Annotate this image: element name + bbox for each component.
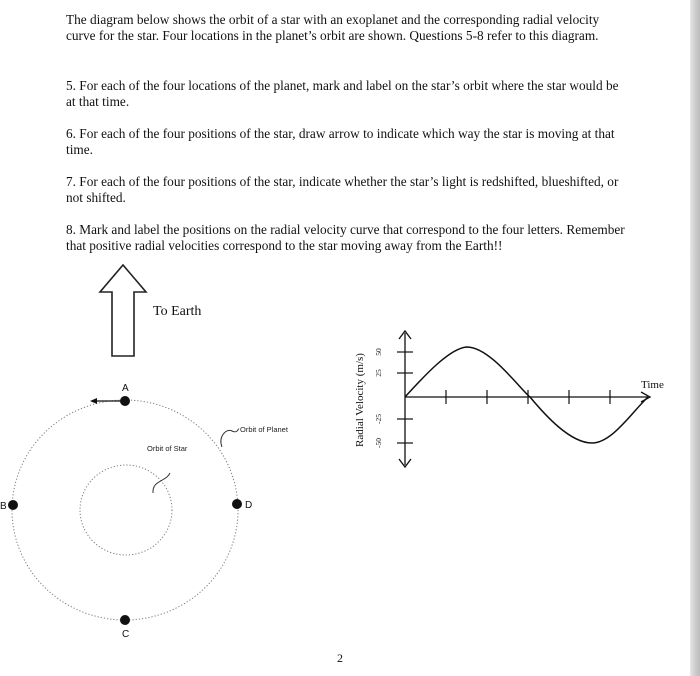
rv-tick-label: -25 (374, 414, 383, 424)
question-6: 6. For each of the four positions of the star, draw arrow to indicate which way the star is moving at that time. (66, 126, 615, 157)
planet-position-d (232, 499, 242, 509)
rv-tick-label: 25 (374, 369, 383, 377)
planet-orbit-leader (221, 429, 239, 447)
question-8: 8. Mark and label the positions on the radial velocity curve that correspond to the four letters. Remember that positive radial velocities correspond to the star moving away from the Earth!! (66, 222, 625, 253)
planet-position-b (8, 500, 18, 510)
star-orbit (80, 465, 172, 555)
question-5: 5. For each of the four locations of the planet, mark and label on the star’s orbit where the star would be at that time. (66, 78, 619, 109)
rv-curve (405, 347, 648, 443)
to-earth-arrow-icon (100, 265, 146, 356)
planet-position-a (90, 396, 130, 406)
position-label-a: A (122, 383, 129, 394)
intro-paragraph: The diagram below shows the orbit of a star with an exoplanet and the corresponding radial velocity curve for the star. Four locations in the planet’s orbit are shown. Questions 5-8 refer to this diagram. (66, 12, 600, 43)
position-label-c: C (122, 629, 130, 640)
rv-chart (397, 331, 650, 467)
star-orbit-label: Orbit of Star (147, 444, 188, 453)
rv-tick-label: 50 (374, 348, 383, 356)
to-earth-label: To Earth (153, 304, 202, 319)
page-edge (690, 0, 700, 676)
rv-x-axis-label: Time (641, 379, 664, 391)
position-label-b: B (0, 501, 7, 512)
planet-orbit-label: Orbit of Planet (240, 425, 288, 434)
rv-tick-label: -50 (374, 438, 383, 448)
planet-position-c (120, 615, 130, 625)
rv-y-axis-label: Radial Velocity (m/s) (354, 353, 366, 447)
planet-orbit (12, 400, 238, 620)
page-number: 2 (337, 651, 343, 665)
star-orbit-leader (153, 473, 170, 493)
position-label-d: D (245, 500, 253, 511)
question-7: 7. For each of the four positions of the star, indicate whether the star’s light is redshifted, blueshifted, or not shifted. (66, 174, 619, 205)
